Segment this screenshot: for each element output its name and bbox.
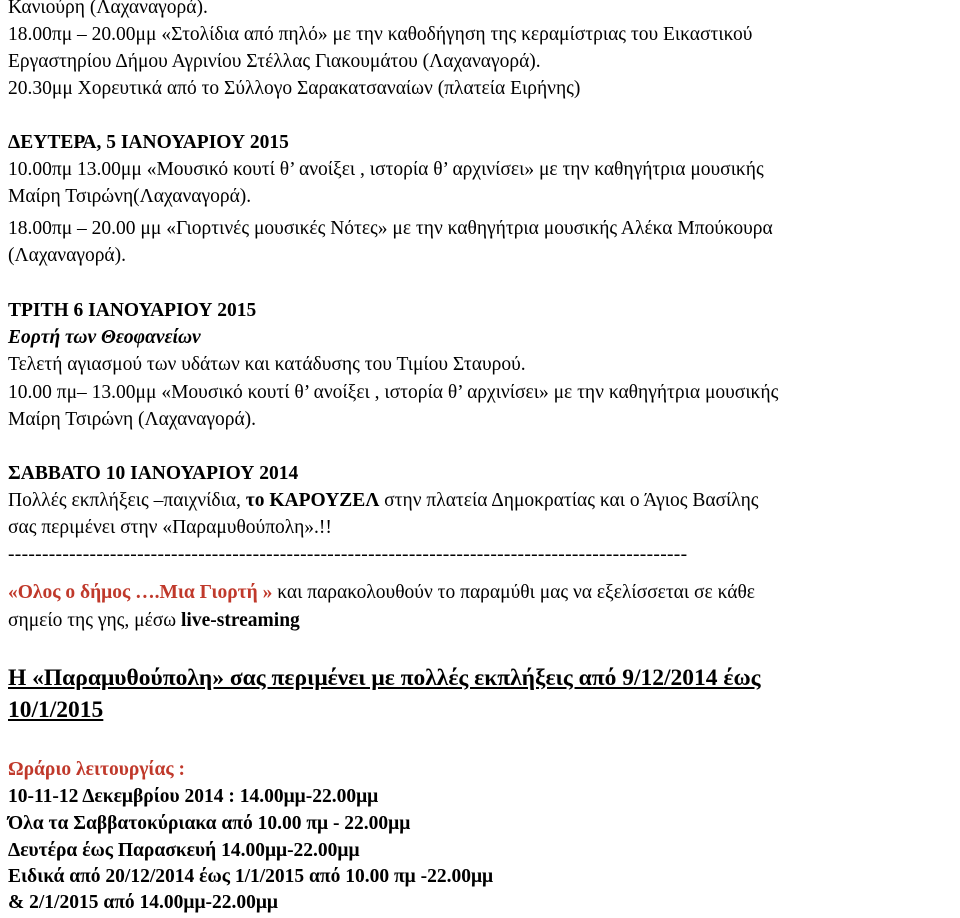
text-line: 10.00πμ 13.00μμ «Μουσικό κουτί θ’ ανοίξει , ιστορία θ’ αρχινίσει» με την καθηγήτρια μουσικής — [8, 159, 764, 180]
text-span: Πολλές εκπλήξεις –παιχνίδια, — [8, 490, 246, 511]
hours-line: Ειδικά από 20/12/2014 έως 1/1/2015 από 10.00 πμ -22.00μμ — [8, 866, 494, 887]
feast-title: Εορτή των Θεοφανείων — [8, 327, 201, 348]
text-line: (Λαχαναγορά). — [8, 245, 127, 266]
hours-line: Δευτέρα έως Παρασκευή 14.00μμ-22.00μμ — [8, 840, 360, 861]
hours-line: & 2/1/2015 από 14.00μμ-22.00μμ — [8, 892, 278, 913]
text-line: Εργαστηρίου Δήμου Αγρινίου Στέλλας Γιακουμάτου (Λαχαναγορά). — [8, 51, 541, 72]
day-heading: ΣΑΒΒΑΤΟ 10 ΙΑΝΟΥΑΡΙΟΥ 2014 — [8, 463, 299, 484]
text-line: 20.30μμ Χορευτικά από το Σύλλογο Σαρακατσαναίων (πλατεία Ειρήνης) — [8, 78, 581, 99]
text-line: 10.00 πμ– 13.00μμ «Μουσικό κουτί θ’ ανοίξει , ιστορία θ’ αρχινίσει» με την καθηγήτρια μουσικής — [8, 382, 779, 403]
headline: Η «Παραμυθούπολη» σας περιμένει με πολλές εκπλήξεις από 9/12/2014 έως — [8, 665, 761, 691]
text-line: Τελετή αγιασμού των υδάτων και κατάδυσης του Τιμίου Σταυρού. — [8, 354, 526, 375]
text-span: και παρακολουθούν το παραμύθι μας να εξελίσσεται σε κάθε — [272, 582, 756, 603]
text-line: Κανιούρη (Λαχαναγορά). — [8, 0, 208, 18]
text-line: 18.00πμ – 20.00μμ «Στολίδια από πηλό» με την καθοδήγηση της κεραμίστριας του Εικαστικού — [8, 24, 753, 45]
text-line — [8, 608, 300, 634]
slogan-red: «Ολος ο δήμος ….Μια Γιορτή » — [8, 582, 273, 603]
text-line: Μαίρη Τσιρώνη (Λαχαναγορά). — [8, 409, 257, 430]
text-span: σημείο της γης, μέσω — [8, 610, 182, 631]
text-line: σας περιμένει στην «Παραμυθούπολη».!! — [8, 517, 332, 538]
carousel-highlight: το ΚΑΡΟΥΖΕΛ — [245, 490, 380, 511]
hours-line: Όλα τα Σαββατοκύριακα από 10.00 πμ - 22.00μμ — [8, 813, 411, 834]
text-line — [8, 488, 759, 514]
day-heading: ΔΕΥΤΕΡΑ, 5 ΙΑΝΟΥΑΡΙΟΥ 2015 — [8, 132, 289, 153]
headline: 10/1/2015 — [8, 697, 104, 723]
divider-dashes: ---------------------------------------------------------------------------------------------------- — [8, 544, 688, 565]
text-line: 18.00πμ – 20.00 μμ «Γιορτινές μουσικές Νότες» με την καθηγήτρια μουσικής Αλέκα Μπούκουρα — [8, 218, 773, 239]
text-span: στην πλατεία Δημοκρατίας και ο Άγιος Βασίλης — [379, 490, 759, 511]
live-streaming-label: live-streaming — [181, 610, 300, 631]
text-line: Μαίρη Τσιρώνη(Λαχαναγορά). — [8, 186, 252, 207]
text-line — [8, 580, 755, 606]
hours-heading: Ωράριο λειτουργίας : — [8, 759, 185, 780]
hours-line: 10-11-12 Δεκεμβρίου 2014 : 14.00μμ-22.00μμ — [8, 786, 379, 807]
day-heading: ΤΡΙΤΗ 6 ΙΑΝΟΥΑΡΙΟΥ 2015 — [8, 300, 257, 321]
